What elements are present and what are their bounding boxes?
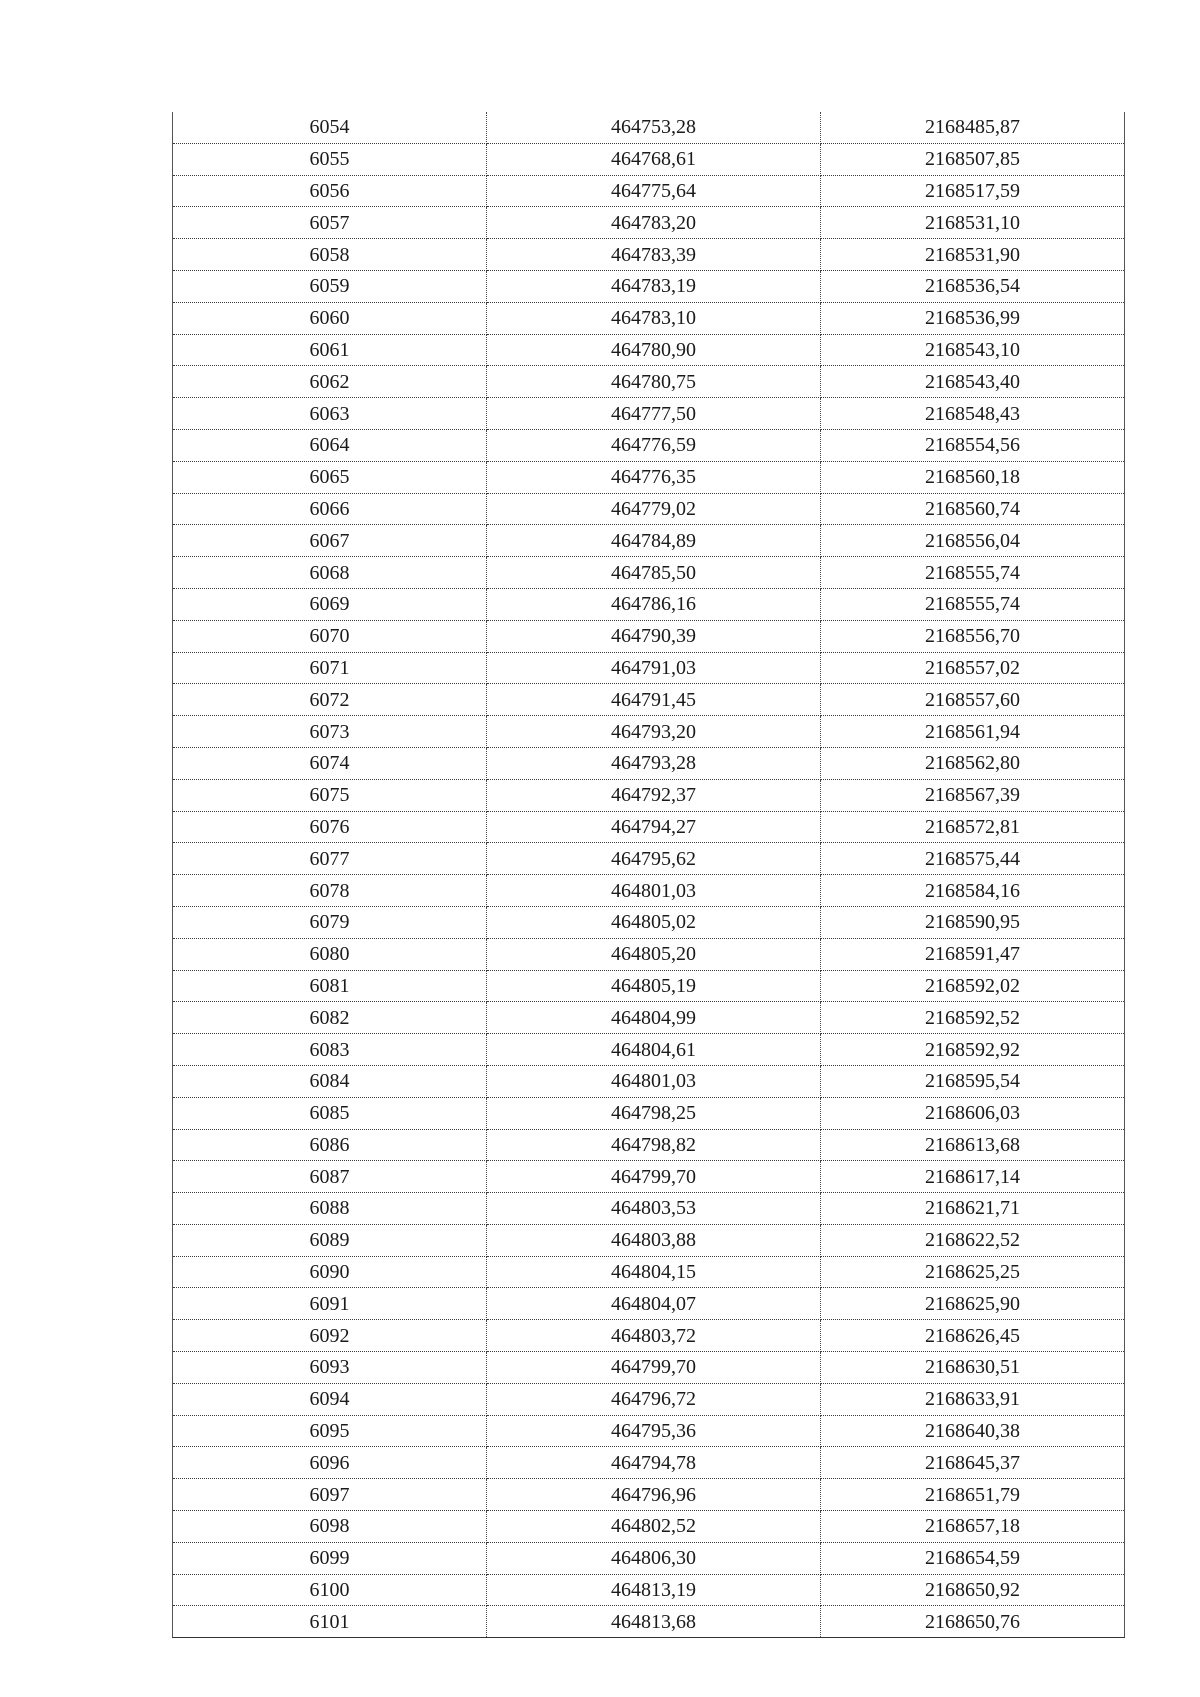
x-coordinate-cell: 464793,20 <box>487 716 821 748</box>
point-number-cell: 6100 <box>173 1574 487 1606</box>
x-coordinate-cell: 464805,02 <box>487 906 821 938</box>
x-coordinate-cell: 464799,70 <box>487 1161 821 1193</box>
point-number-cell: 6092 <box>173 1320 487 1352</box>
point-number-cell: 6096 <box>173 1447 487 1479</box>
y-coordinate-cell: 2168651,79 <box>821 1479 1125 1511</box>
table-row <box>173 938 1125 970</box>
table-row <box>173 112 1125 143</box>
point-number-cell: 6080 <box>173 938 487 970</box>
table-row <box>173 1193 1125 1225</box>
table-row <box>173 334 1125 366</box>
x-coordinate-cell: 464798,82 <box>487 1129 821 1161</box>
table-row <box>173 525 1125 557</box>
y-coordinate-cell: 2168584,16 <box>821 875 1125 907</box>
point-number-cell: 6064 <box>173 429 487 461</box>
table-row <box>173 270 1125 302</box>
point-number-cell: 6074 <box>173 747 487 779</box>
table-row <box>173 1415 1125 1447</box>
point-number-cell: 6073 <box>173 716 487 748</box>
point-number-cell: 6075 <box>173 779 487 811</box>
table-row <box>173 1256 1125 1288</box>
point-number-cell: 6082 <box>173 1002 487 1034</box>
y-coordinate-cell: 2168630,51 <box>821 1352 1125 1384</box>
y-coordinate-cell: 2168567,39 <box>821 779 1125 811</box>
table-row <box>173 1288 1125 1320</box>
x-coordinate-cell: 464813,19 <box>487 1574 821 1606</box>
point-number-cell: 6090 <box>173 1256 487 1288</box>
table-row <box>173 1320 1125 1352</box>
x-coordinate-cell: 464776,35 <box>487 461 821 493</box>
y-coordinate-cell: 2168531,90 <box>821 239 1125 271</box>
x-coordinate-cell: 464793,28 <box>487 747 821 779</box>
table-row <box>173 1447 1125 1479</box>
coordinates-table-body <box>173 112 1125 1638</box>
y-coordinate-cell: 2168536,99 <box>821 302 1125 334</box>
point-number-cell: 6070 <box>173 620 487 652</box>
x-coordinate-cell: 464776,59 <box>487 429 821 461</box>
point-number-cell: 6088 <box>173 1193 487 1225</box>
x-coordinate-cell: 464783,19 <box>487 270 821 302</box>
point-number-cell: 6065 <box>173 461 487 493</box>
x-coordinate-cell: 464783,39 <box>487 239 821 271</box>
point-number-cell: 6097 <box>173 1479 487 1511</box>
table-row <box>173 1479 1125 1511</box>
x-coordinate-cell: 464804,61 <box>487 1034 821 1066</box>
table-row <box>173 875 1125 907</box>
point-number-cell: 6069 <box>173 588 487 620</box>
x-coordinate-cell: 464801,03 <box>487 875 821 907</box>
table-row <box>173 366 1125 398</box>
table-row <box>173 175 1125 207</box>
y-coordinate-cell: 2168626,45 <box>821 1320 1125 1352</box>
point-number-cell: 6058 <box>173 239 487 271</box>
point-number-cell: 6063 <box>173 398 487 430</box>
point-number-cell: 6056 <box>173 175 487 207</box>
table-row <box>173 239 1125 271</box>
point-number-cell: 6059 <box>173 270 487 302</box>
x-coordinate-cell: 464804,99 <box>487 1002 821 1034</box>
y-coordinate-cell: 2168654,59 <box>821 1542 1125 1574</box>
coordinates-table <box>172 112 1125 1638</box>
x-coordinate-cell: 464792,37 <box>487 779 821 811</box>
y-coordinate-cell: 2168590,95 <box>821 906 1125 938</box>
y-coordinate-cell: 2168606,03 <box>821 1097 1125 1129</box>
x-coordinate-cell: 464795,62 <box>487 843 821 875</box>
y-coordinate-cell: 2168592,52 <box>821 1002 1125 1034</box>
y-coordinate-cell: 2168556,04 <box>821 525 1125 557</box>
y-coordinate-cell: 2168554,56 <box>821 429 1125 461</box>
y-coordinate-cell: 2168560,18 <box>821 461 1125 493</box>
x-coordinate-cell: 464783,10 <box>487 302 821 334</box>
y-coordinate-cell: 2168625,90 <box>821 1288 1125 1320</box>
point-number-cell: 6091 <box>173 1288 487 1320</box>
table-row <box>173 1352 1125 1384</box>
x-coordinate-cell: 464806,30 <box>487 1542 821 1574</box>
point-number-cell: 6094 <box>173 1383 487 1415</box>
point-number-cell: 6055 <box>173 143 487 175</box>
table-row <box>173 1542 1125 1574</box>
x-coordinate-cell: 464784,89 <box>487 525 821 557</box>
y-coordinate-cell: 2168536,54 <box>821 270 1125 302</box>
table-row <box>173 779 1125 811</box>
point-number-cell: 6068 <box>173 557 487 589</box>
x-coordinate-cell: 464801,03 <box>487 1065 821 1097</box>
point-number-cell: 6086 <box>173 1129 487 1161</box>
table-row <box>173 1224 1125 1256</box>
x-coordinate-cell: 464785,50 <box>487 557 821 589</box>
table-row <box>173 716 1125 748</box>
table-row <box>173 1034 1125 1066</box>
x-coordinate-cell: 464804,15 <box>487 1256 821 1288</box>
x-coordinate-cell: 464791,45 <box>487 684 821 716</box>
y-coordinate-cell: 2168592,02 <box>821 970 1125 1002</box>
point-number-cell: 6085 <box>173 1097 487 1129</box>
y-coordinate-cell: 2168575,44 <box>821 843 1125 875</box>
point-number-cell: 6060 <box>173 302 487 334</box>
point-number-cell: 6084 <box>173 1065 487 1097</box>
y-coordinate-cell: 2168555,74 <box>821 588 1125 620</box>
table-row <box>173 557 1125 589</box>
table-row <box>173 747 1125 779</box>
y-coordinate-cell: 2168650,76 <box>821 1606 1125 1638</box>
table-row <box>173 811 1125 843</box>
x-coordinate-cell: 464779,02 <box>487 493 821 525</box>
x-coordinate-cell: 464794,27 <box>487 811 821 843</box>
point-number-cell: 6078 <box>173 875 487 907</box>
y-coordinate-cell: 2168517,59 <box>821 175 1125 207</box>
table-row <box>173 1002 1125 1034</box>
x-coordinate-cell: 464803,72 <box>487 1320 821 1352</box>
x-coordinate-cell: 464799,70 <box>487 1352 821 1384</box>
point-number-cell: 6054 <box>173 112 487 143</box>
y-coordinate-cell: 2168507,85 <box>821 143 1125 175</box>
point-number-cell: 6061 <box>173 334 487 366</box>
y-coordinate-cell: 2168485,87 <box>821 112 1125 143</box>
y-coordinate-cell: 2168555,74 <box>821 557 1125 589</box>
point-number-cell: 6089 <box>173 1224 487 1256</box>
x-coordinate-cell: 464794,78 <box>487 1447 821 1479</box>
table-row <box>173 1511 1125 1543</box>
table-row <box>173 1161 1125 1193</box>
x-coordinate-cell: 464777,50 <box>487 398 821 430</box>
point-number-cell: 6079 <box>173 906 487 938</box>
point-number-cell: 6099 <box>173 1542 487 1574</box>
table-row <box>173 652 1125 684</box>
table-row <box>173 207 1125 239</box>
x-coordinate-cell: 464803,53 <box>487 1193 821 1225</box>
point-number-cell: 6072 <box>173 684 487 716</box>
point-number-cell: 6101 <box>173 1606 487 1638</box>
point-number-cell: 6071 <box>173 652 487 684</box>
x-coordinate-cell: 464805,19 <box>487 970 821 1002</box>
y-coordinate-cell: 2168592,92 <box>821 1034 1125 1066</box>
point-number-cell: 6062 <box>173 366 487 398</box>
y-coordinate-cell: 2168562,80 <box>821 747 1125 779</box>
table-row <box>173 429 1125 461</box>
x-coordinate-cell: 464790,39 <box>487 620 821 652</box>
y-coordinate-cell: 2168572,81 <box>821 811 1125 843</box>
x-coordinate-cell: 464753,28 <box>487 112 821 143</box>
table-row <box>173 1097 1125 1129</box>
x-coordinate-cell: 464796,96 <box>487 1479 821 1511</box>
y-coordinate-cell: 2168561,94 <box>821 716 1125 748</box>
table-row <box>173 302 1125 334</box>
point-number-cell: 6067 <box>173 525 487 557</box>
x-coordinate-cell: 464791,03 <box>487 652 821 684</box>
x-coordinate-cell: 464796,72 <box>487 1383 821 1415</box>
x-coordinate-cell: 464804,07 <box>487 1288 821 1320</box>
point-number-cell: 6093 <box>173 1352 487 1384</box>
table-row <box>173 970 1125 1002</box>
y-coordinate-cell: 2168543,10 <box>821 334 1125 366</box>
table-row <box>173 1574 1125 1606</box>
y-coordinate-cell: 2168613,68 <box>821 1129 1125 1161</box>
table-row <box>173 684 1125 716</box>
table-row <box>173 493 1125 525</box>
x-coordinate-cell: 464813,68 <box>487 1606 821 1638</box>
point-number-cell: 6057 <box>173 207 487 239</box>
point-number-cell: 6066 <box>173 493 487 525</box>
y-coordinate-cell: 2168543,40 <box>821 366 1125 398</box>
x-coordinate-cell: 464780,75 <box>487 366 821 398</box>
point-number-cell: 6076 <box>173 811 487 843</box>
x-coordinate-cell: 464783,20 <box>487 207 821 239</box>
point-number-cell: 6083 <box>173 1034 487 1066</box>
x-coordinate-cell: 464802,52 <box>487 1511 821 1543</box>
x-coordinate-cell: 464805,20 <box>487 938 821 970</box>
x-coordinate-cell: 464786,16 <box>487 588 821 620</box>
y-coordinate-cell: 2168595,54 <box>821 1065 1125 1097</box>
y-coordinate-cell: 2168591,47 <box>821 938 1125 970</box>
table-row <box>173 588 1125 620</box>
y-coordinate-cell: 2168622,52 <box>821 1224 1125 1256</box>
x-coordinate-cell: 464775,64 <box>487 175 821 207</box>
table-row <box>173 1129 1125 1161</box>
y-coordinate-cell: 2168557,60 <box>821 684 1125 716</box>
table-row <box>173 143 1125 175</box>
y-coordinate-cell: 2168650,92 <box>821 1574 1125 1606</box>
table-row <box>173 843 1125 875</box>
point-number-cell: 6077 <box>173 843 487 875</box>
y-coordinate-cell: 2168633,91 <box>821 1383 1125 1415</box>
table-row <box>173 906 1125 938</box>
y-coordinate-cell: 2168621,71 <box>821 1193 1125 1225</box>
x-coordinate-cell: 464798,25 <box>487 1097 821 1129</box>
y-coordinate-cell: 2168625,25 <box>821 1256 1125 1288</box>
point-number-cell: 6087 <box>173 1161 487 1193</box>
y-coordinate-cell: 2168548,43 <box>821 398 1125 430</box>
table-row <box>173 620 1125 652</box>
table-row <box>173 398 1125 430</box>
x-coordinate-cell: 464803,88 <box>487 1224 821 1256</box>
point-number-cell: 6095 <box>173 1415 487 1447</box>
table-row <box>173 1606 1125 1638</box>
table-row <box>173 461 1125 493</box>
y-coordinate-cell: 2168657,18 <box>821 1511 1125 1543</box>
x-coordinate-cell: 464780,90 <box>487 334 821 366</box>
point-number-cell: 6081 <box>173 970 487 1002</box>
y-coordinate-cell: 2168557,02 <box>821 652 1125 684</box>
y-coordinate-cell: 2168531,10 <box>821 207 1125 239</box>
y-coordinate-cell: 2168617,14 <box>821 1161 1125 1193</box>
x-coordinate-cell: 464795,36 <box>487 1415 821 1447</box>
y-coordinate-cell: 2168560,74 <box>821 493 1125 525</box>
x-coordinate-cell: 464768,61 <box>487 143 821 175</box>
point-number-cell: 6098 <box>173 1511 487 1543</box>
y-coordinate-cell: 2168640,38 <box>821 1415 1125 1447</box>
table-row <box>173 1383 1125 1415</box>
y-coordinate-cell: 2168645,37 <box>821 1447 1125 1479</box>
table-row <box>173 1065 1125 1097</box>
y-coordinate-cell: 2168556,70 <box>821 620 1125 652</box>
